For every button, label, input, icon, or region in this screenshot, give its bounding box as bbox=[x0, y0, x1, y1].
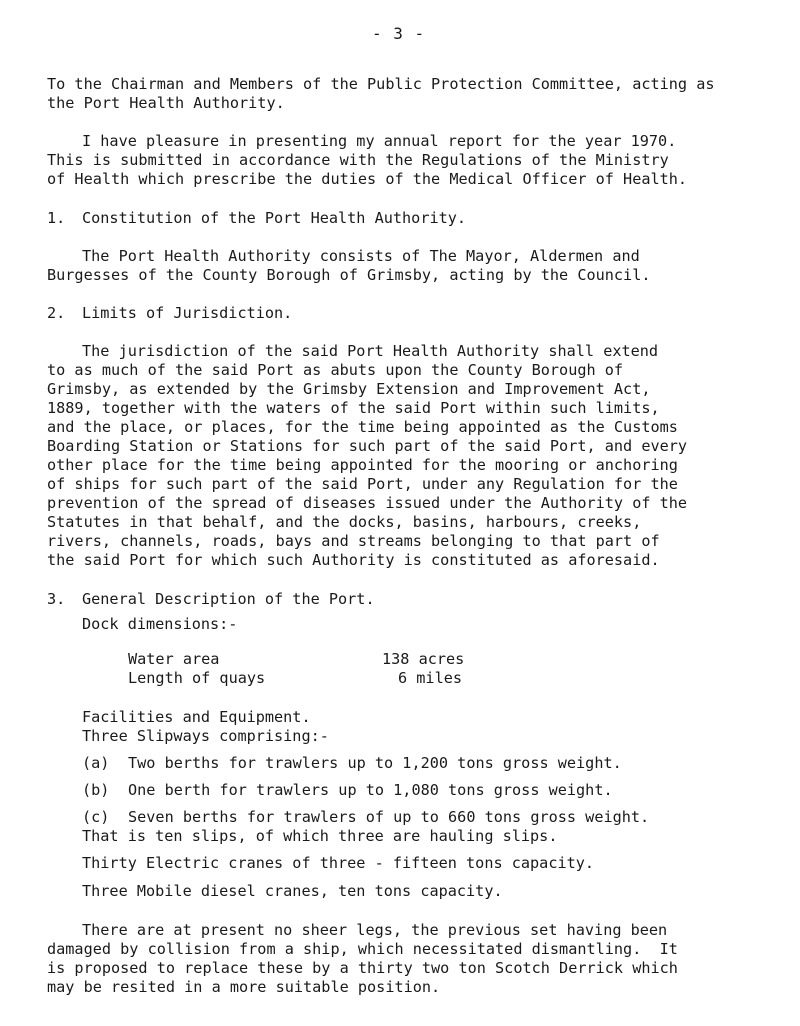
list-marker: (b) bbox=[82, 781, 110, 799]
section-body-line: 1889, together with the waters of the said Port within such limits, bbox=[47, 399, 660, 417]
section-body-line: Grimsby, as extended by the Grimsby Extension and Improvement Act, bbox=[47, 380, 651, 398]
section-body-line: prevention of the spread of diseases issued under the Authority of the bbox=[47, 494, 688, 512]
section-heading: Limits of Jurisdiction. bbox=[82, 304, 293, 322]
section-body-line: and the place, or places, for the time being appointed as the Customs bbox=[47, 418, 678, 436]
section-body-line: to as much of the said Port as abuts upon the County Borough of bbox=[47, 361, 624, 379]
sheer-legs-line: is proposed to replace these by a thirty two ton Scotch Derrick which bbox=[47, 959, 678, 977]
section-body-line: The jurisdiction of the said Port Health Authority shall extend bbox=[82, 342, 659, 360]
slips-note: That is ten slips, of which three are hauling slips. bbox=[82, 827, 558, 845]
salutation-line: the Port Health Authority. bbox=[47, 94, 285, 112]
dock-dimensions-label: Dock dimensions:- bbox=[82, 615, 238, 633]
sheer-legs-line: may be resited in a more suitable position. bbox=[47, 978, 441, 996]
slipway-item: Two berths for trawlers up to 1,200 tons gross weight. bbox=[128, 754, 622, 772]
intro-line: of Health which prescribe the duties of the Medical Officer of Health. bbox=[47, 170, 688, 188]
list-marker: (a) bbox=[82, 754, 110, 772]
section-number: 3. bbox=[47, 590, 66, 608]
salutation-line: To the Chairman and Members of the Public Protection Committee, acting as bbox=[47, 75, 715, 93]
slipway-item: One berth for trawlers up to 1,080 tons gross weight. bbox=[128, 781, 613, 799]
section-body-line: Statutes in that behalf, and the docks, basins, harbours, creeks, bbox=[47, 513, 642, 531]
dimension-value: 138 acres bbox=[382, 650, 465, 668]
section-heading: General Description of the Port. bbox=[82, 590, 375, 608]
section-body-line: of ships for such part of the said Port, under any Regulation for the bbox=[47, 475, 678, 493]
electric-cranes: Thirty Electric cranes of three - fifteen tons capacity. bbox=[82, 854, 595, 872]
dimension-label: Length of quays bbox=[128, 669, 266, 687]
intro-line: I have pleasure in presenting my annual report for the year 1970. bbox=[82, 132, 677, 150]
section-body-line: Boarding Station or Stations for such part of the said Port, and every bbox=[47, 437, 688, 455]
slipways-label: Three Slipways comprising:- bbox=[82, 727, 329, 745]
section-body-line: other place for the time being appointed for the mooring or anchoring bbox=[47, 456, 678, 474]
sheer-legs-line: There are at present no sheer legs, the previous set having been bbox=[82, 921, 668, 939]
dimension-label: Water area bbox=[128, 650, 220, 668]
section-body-line: Burgesses of the County Borough of Grimsby, acting by the Council. bbox=[47, 266, 651, 284]
section-body-line: rivers, channels, roads, bays and streams belonging to that part of bbox=[47, 532, 660, 550]
section-number: 2. bbox=[47, 304, 66, 322]
diesel-cranes: Three Mobile diesel cranes, ten tons capacity. bbox=[82, 882, 503, 900]
section-body-line: The Port Health Authority consists of The Mayor, Aldermen and bbox=[82, 247, 640, 265]
section-number: 1. bbox=[47, 209, 66, 227]
dimension-value: 6 miles bbox=[398, 669, 463, 687]
section-body-line: the said Port for which such Authority is constituted as aforesaid. bbox=[47, 551, 660, 569]
slipway-item: Seven berths for trawlers of up to 660 tons gross weight. bbox=[128, 808, 650, 826]
intro-line: This is submitted in accordance with the Regulations of the Ministry bbox=[47, 151, 669, 169]
list-marker: (c) bbox=[82, 808, 110, 826]
facilities-label: Facilities and Equipment. bbox=[82, 708, 311, 726]
sheer-legs-line: damaged by collision from a ship, which necessitated dismantling. It bbox=[47, 940, 678, 958]
page-number: - 3 - bbox=[372, 24, 426, 43]
section-heading: Constitution of the Port Health Authority. bbox=[82, 209, 467, 227]
